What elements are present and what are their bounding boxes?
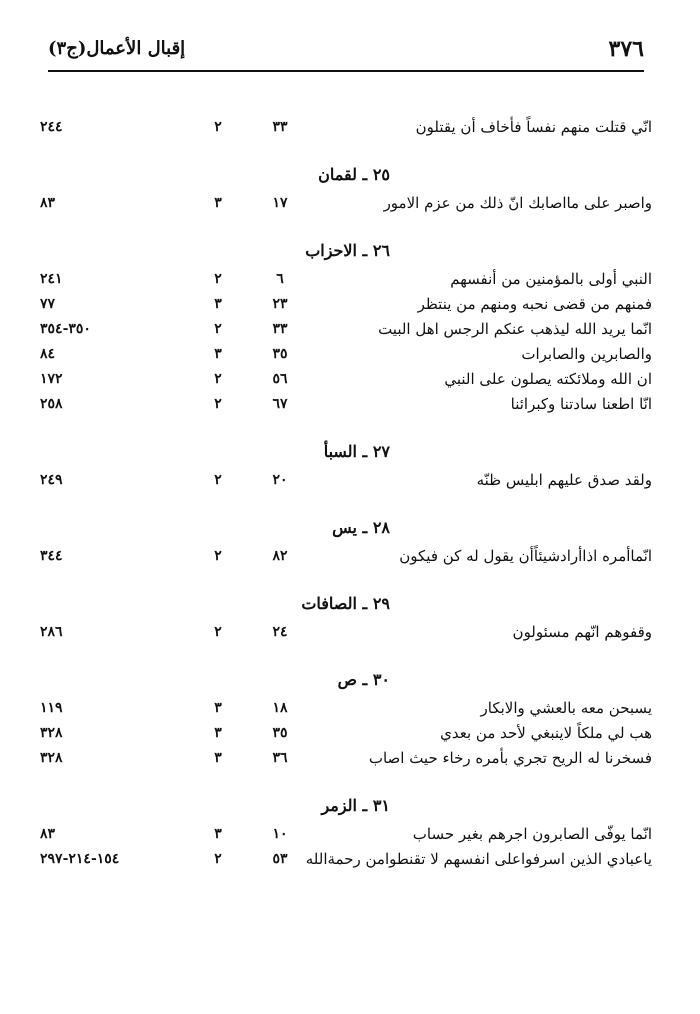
page-reference: ٢٨٦ [40,624,63,640]
verse-text: واصبر على مااصابك انّ ذلك من عزم الامور [383,194,652,212]
index-row [0,370,700,395]
part-number: ٢ [214,396,222,412]
part-number: ٣ [214,750,222,766]
verse-text: انّي قتلت منهم نفساً فأخاف أن يقتلون [415,118,652,136]
verse-number: ٢٠ [272,472,288,488]
page-reference: ٨٣ [40,826,56,842]
index-row [0,118,700,143]
verse-number: ١٨ [272,700,288,716]
verse-number: ٥٦ [272,371,288,387]
verse-number: ١٧ [272,195,288,211]
page-reference: ٢٥٨ [40,396,63,412]
part-number: ٢ [214,271,222,287]
index-row [0,547,700,572]
page-reference: ٨٤ [40,346,56,362]
surah-heading [0,442,700,467]
surah-heading [0,165,700,190]
part-number: ٢ [214,371,222,387]
verse-text: ولقد صدق عليهم ابليس ظنّه [476,471,652,489]
index-row [0,395,700,420]
index-row [0,623,700,648]
page-reference: ٣٤٤ [40,548,63,564]
part-number: ٣ [214,296,222,312]
index-row [0,724,700,749]
page-reference: ٢٤٩ [40,472,63,488]
page-reference: ٨٣ [40,195,56,211]
surah-title: ٢٧ ـ السبأ [323,442,390,461]
part-number: ٢ [214,321,222,337]
verse-number: ٨٢ [272,548,288,564]
page-reference: ٢٤١ [40,271,63,287]
surah-title: ٢٦ ـ الاحزاب [305,241,390,260]
page-reference: ٣٥٠-٣٥٤ [40,321,91,337]
page-reference: ١١٩ [40,700,63,716]
verse-number: ٣٥ [272,346,288,362]
index-row [0,850,700,875]
verse-text: النبي أولى بالمؤمنين من أنفسهم [450,270,652,288]
page-reference: ٢٤٤ [40,119,63,135]
verse-number: ٦٧ [272,396,288,412]
part-number: ٢ [214,851,222,867]
surah-title: ٣٠ ـ ص [337,670,390,689]
verse-text: هب لي ملكاً لاينبغي لأحد من بعدي [440,724,652,742]
verse-number: ٣٣ [272,321,288,337]
index-row [0,295,700,320]
index-list [0,118,700,875]
verse-number: ١٠ [272,826,288,842]
surah-heading [0,670,700,695]
verse-text: انّما يوفّى الصابرون اجرهم بغير حساب [412,825,652,843]
part-number: ٣ [214,725,222,741]
surah-title: ٢٨ ـ يس [332,518,390,537]
verse-text: فمنهم من قضى نحبه ومنهم من ينتظر [417,295,652,313]
verse-text: انّماأمره اذاأرادشيئاًأن يقول له كن فيكون [399,547,652,565]
surah-title: ٣١ ـ الزمر [321,796,390,815]
index-row [0,749,700,774]
index-row [0,471,700,496]
part-number: ٣ [214,195,222,211]
verse-text: انّما يريد الله ليذهب عنكم الرجس اهل البيت [378,320,652,338]
part-number: ٢ [214,119,222,135]
verse-text: ان الله وملائكته يصلون على النبي [444,370,652,388]
index-row [0,345,700,370]
page-reference: ١٥٤-٢١٤-٢٩٧ [40,851,120,867]
index-row [0,825,700,850]
page-reference: ١٧٢ [40,371,63,387]
verse-number: ٣٦ [272,750,288,766]
page-number: ٣٧٦ [608,36,644,62]
verse-number: ٢٣ [272,296,288,312]
verse-number: ٦ [276,271,284,287]
verse-text: وقفوهم انّهم مسئولون [512,623,652,641]
verse-text: فسخرنا له الريح تجري بأمره رخاء حيث اصاب [368,749,652,767]
index-row [0,699,700,724]
part-number: ٣ [214,346,222,362]
index-row [0,320,700,345]
book-title: إقبال الأعمال(ج٣) [48,38,186,59]
surah-heading [0,796,700,821]
part-number: ٣ [214,700,222,716]
index-row [0,194,700,219]
page-reference: ٣٢٨ [40,750,63,766]
page-reference: ٧٧ [40,296,56,312]
part-number: ٢ [214,624,222,640]
surah-title: ٢٩ ـ الصافات [301,594,390,613]
surah-heading [0,518,700,543]
surah-title: ٢٥ ـ لقمان [318,165,390,184]
page-reference: ٣٢٨ [40,725,63,741]
verse-text: والصابرين والصابرات [521,345,652,363]
verse-text: ياعبادي الذين اسرفواعلى انفسهم لا تقنطوامن رحمةالله [305,850,652,868]
part-number: ٢ [214,472,222,488]
verse-text: يسبحن معه بالعشي والابكار [480,699,652,717]
part-number: ٢ [214,548,222,564]
verse-number: ٥٣ [272,851,288,867]
verse-text: انّا اطعنا سادتنا وكبرائنا [510,395,652,413]
verse-number: ٢٤ [272,624,288,640]
part-number: ٣ [214,826,222,842]
verse-number: ٣٥ [272,725,288,741]
surah-heading [0,241,700,266]
surah-heading [0,594,700,619]
verse-number: ٣٣ [272,119,288,135]
index-row [0,270,700,295]
page-header [48,36,644,72]
